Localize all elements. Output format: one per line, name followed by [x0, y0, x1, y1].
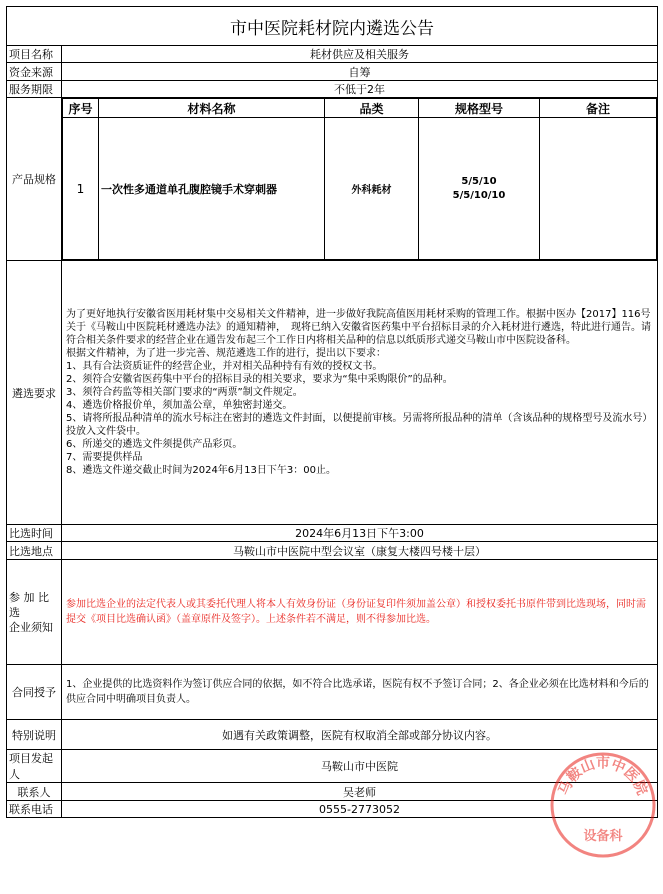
requirements-label: 遴选要求 [7, 261, 62, 525]
selection-time-label: 比选时间 [7, 525, 62, 542]
product-table [62, 98, 657, 260]
document-title: 市中医院耗材院内遴选公告 [7, 7, 658, 46]
official-seal [548, 750, 658, 860]
notice-label-line1: 参 加 比 选 [9, 590, 49, 619]
selection-place-value: 马鞍山市中医院中型会议室（康复大楼四号楼十层） [62, 542, 658, 560]
initiator-label: 项目发起人 [7, 750, 62, 783]
requirement-item-4: 4、遴选价格报价单，须加盖公章，单独密封递交。 [66, 400, 293, 411]
row-spec [419, 118, 540, 260]
service-period-value: 不低于2年 [62, 81, 658, 98]
seal-org-text: 马鞍山市中医院 [556, 755, 650, 798]
requirement-item-7: 7、需要提供样品 [66, 452, 143, 463]
product-spec-label: 产品规格 [7, 98, 62, 261]
notice-label-line2: 企业须知 [9, 620, 53, 634]
contract-label: 合同授予 [7, 665, 62, 720]
header-remark: 备注 [540, 99, 657, 118]
special-label: 特别说明 [7, 720, 62, 750]
row-material-name: 一次性多通道单孔腹腔镜手术穿刺器 [99, 118, 325, 260]
requirement-item-2: 2、须符合安徽省医药集中平台的招标目录的相关要求，要求为“集中采购限价”的品种。 [66, 374, 453, 385]
row-spec-line2: 5/5/10/10 [452, 189, 506, 201]
row-no: 1 [63, 118, 99, 260]
announcement-table [6, 6, 658, 818]
row-spec-line1: 5/5/10 [461, 175, 497, 187]
requirements-intro: 为了更好地执行安徽省医用耗材集中交易相关文件精神，进一步做好我院高值医用耗材采购的管理工作。根据中医办【2017】116号关于《马鞍山中医院耗材遴选办法》的通知精神， 现将已纳入安徽省医药集中平台招标目录的介入耗材进行遴选，特此进行通告。请符合相关条件要求的经营企业在通告发布起三个工作日内将相关品种的信息以纸质形式递交马鞍山市中医院设备科。 [66, 309, 651, 346]
header-spec: 规格型号 [419, 99, 540, 118]
contact-value: 吴老师 [62, 783, 658, 801]
header-material-name: 材料名称 [99, 99, 325, 118]
requirements-cell [62, 261, 658, 525]
header-no: 序号 [63, 99, 99, 118]
fund-source-label: 资金来源 [7, 63, 62, 81]
initiator-value: 马鞍山市中医院 [62, 750, 658, 783]
special-value: 如遇有关政策调整，医院有权取消全部或部分协议内容。 [62, 720, 658, 750]
seal-dept-text: 设备科 [583, 829, 623, 844]
requirements-lead: 根据文件精神，为了进一步完善、规范遴选工作的进行，提出以下要求： [66, 348, 386, 359]
notice-label [7, 560, 62, 665]
row-remark [540, 118, 657, 260]
project-name-value: 耗材供应及相关服务 [62, 46, 658, 63]
requirement-item-1: 1、具有合法资质证件的经营企业，并对相关品种持有有效的授权文书。 [66, 361, 383, 372]
requirement-item-6: 6、所递交的遴选文件须提供产品彩页。 [66, 439, 243, 450]
fund-source-value: 自筹 [62, 63, 658, 81]
phone-value: 0555-2773052 [62, 801, 658, 818]
service-period-label: 服务期限 [7, 81, 62, 98]
header-category: 品类 [325, 99, 419, 118]
product-spec-cell [62, 98, 658, 261]
contact-label: 联系人 [7, 783, 62, 801]
selection-place-label: 比选地点 [7, 542, 62, 560]
requirement-item-8: 8、遴选文件递交截止时间为2024年6月13日下午3：00止。 [66, 465, 336, 476]
row-category: 外科耗材 [325, 118, 419, 260]
phone-label: 联系电话 [7, 801, 62, 818]
requirement-item-5: 5、请将所报品种清单的流水号标注在密封的遴选文件封面，以便提前审核。另需将所报品种的清单（含该品种的规格型号及流水号）投放入文件袋中。 [66, 413, 653, 437]
project-name-label: 项目名称 [7, 46, 62, 63]
notice-text: 参加比选企业的法定代表人或其委托代理人将本人有效身份证（身份证复印件须加盖公章）和授权委托书原件带到比选现场，同时需提交《项目比选确认函》（盖章原件及签字）。上述条件若不满足，则不得参加比选。 [62, 560, 658, 665]
contract-text: 1、企业提供的比选资料作为签订供应合同的依据，如不符合比选承诺，医院有权不予签订合同；2、各企业必须在比选材料和今后的供应合同中明确项目负责人。 [62, 665, 658, 720]
selection-time-value: 2024年6月13日下午3:00 [62, 525, 658, 542]
requirement-item-3: 3、须符合药监等相关部门要求的“两票”制文件规定。 [66, 387, 303, 398]
